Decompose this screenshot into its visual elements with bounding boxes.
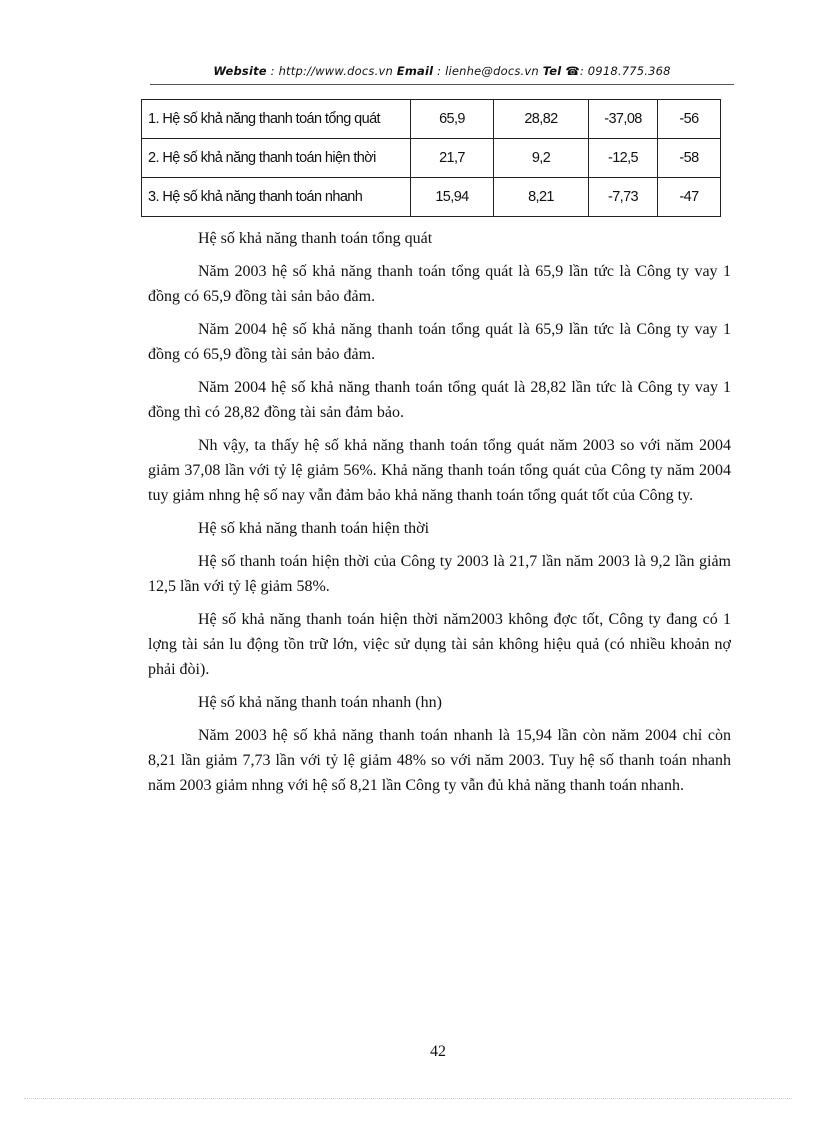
- table-cell: 9,2: [494, 139, 589, 178]
- email-label: Email: [396, 64, 434, 78]
- email-value: : lienhe@docs.vn: [433, 64, 543, 78]
- page-number: 42: [430, 1043, 446, 1060]
- table-cell: 28,82: [494, 100, 589, 139]
- section-heading: Hệ số khả năng thanh toán nhanh (hn): [198, 694, 442, 711]
- page-footer-divider: [24, 1098, 792, 1099]
- table-cell: 8,21: [494, 178, 589, 217]
- page-header: [150, 64, 734, 78]
- website-label: Website: [213, 64, 267, 78]
- table-row: [142, 139, 721, 178]
- paragraph: Năm 2003 hệ số khả năng thanh toán tổng quát là 65,9 lần tức là Công ty vay 1 đồng có 65,9 đồng tài sản bảo đảm.: [148, 263, 731, 305]
- table-cell: 3. Hệ số khả năng thanh toán nhanh: [142, 178, 411, 217]
- table-cell: 1. Hệ số khả năng thanh toán tổng quát: [142, 100, 411, 139]
- tel-value: : 0918.775.368: [579, 64, 671, 78]
- paragraph: Hệ số khả năng thanh toán hiện thời năm2003 không đợc tốt, Công ty đang có 1 lợng tài sản lu động tồn trữ lớn, việc sử dụng tài sản không hiệu quả (có nhiều khoản nợ phải đòi).: [148, 611, 731, 678]
- body-text: [148, 226, 731, 806]
- paragraph: Nh vậy, ta thấy hệ số khả năng thanh toán tổng quát năm 2003 so với năm 2004 giảm 37,08 lần với tỷ lệ giảm 56%. Khả năng thanh toán tổng quát của Công ty năm 2004 tuy giảm nhng hệ số nay vẫn đảm bảo khả năng thanh toán tổng quát tốt của Công ty.: [148, 437, 731, 504]
- paragraph: Năm 2003 hệ số khả năng thanh toán nhanh là 15,94 lần còn năm 2004 chỉ còn 8,21 lần giảm 7,73 lần với tỷ lệ giảm 48% so với năm 2003. Tuy hệ số thanh toán nhanh năm 2003 giảm nhng với hệ số 8,21 lần Công ty vẫn đủ khả năng thanh toán nhanh.: [148, 727, 731, 794]
- header-divider: [150, 84, 734, 85]
- table-cell: -58: [658, 139, 721, 178]
- table-cell: 15,94: [411, 178, 494, 217]
- table-cell: -47: [658, 178, 721, 217]
- paragraph: Năm 2004 hệ số khả năng thanh toán tổng quát là 28,82 lần tức là Công ty vay 1 đồng thì có 28,82 đồng tài sản đảm bảo.: [148, 379, 731, 421]
- section-heading: Hệ số khả năng thanh toán hiện thời: [198, 520, 430, 537]
- table-cell: -37,08: [589, 100, 658, 139]
- paragraph: Hệ số thanh toán hiện thời của Công ty 2003 là 21,7 lần năm 2003 là 9,2 lần giảm 12,5 lần với tỷ lệ giảm 58%.: [148, 553, 731, 595]
- table-row: [142, 100, 721, 139]
- table-cell: -7,73: [589, 178, 658, 217]
- table-cell: 2. Hệ số khả năng thanh toán hiện thời: [142, 139, 411, 178]
- table-cell: -12,5: [589, 139, 658, 178]
- table-cell: 21,7: [411, 139, 494, 178]
- website-value: : http://www.docs.vn: [266, 64, 397, 78]
- table-row: [142, 178, 721, 217]
- phone-icon: ☎: [565, 64, 580, 78]
- table-cell: -56: [658, 100, 721, 139]
- tel-label: Tel: [542, 64, 562, 78]
- table-cell: 65,9: [411, 100, 494, 139]
- paragraph: Năm 2004 hệ số khả năng thanh toán tổng quát là 65,9 lần tức là Công ty vay 1 đồng có 65,9 đồng tài sản bảo đảm.: [148, 321, 731, 363]
- ratio-table: [141, 99, 721, 217]
- section-heading: Hệ số khả năng thanh toán tổng quát: [198, 230, 433, 247]
